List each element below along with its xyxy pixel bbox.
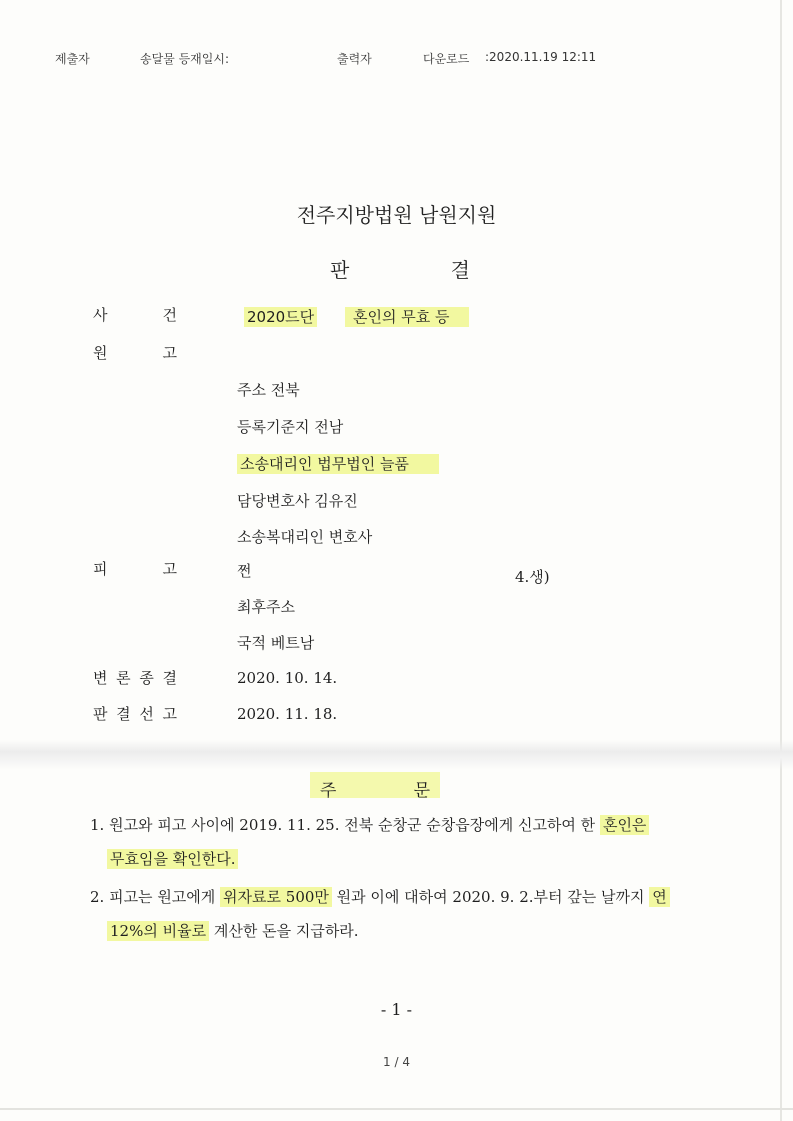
case-number: 2020드단 bbox=[244, 306, 317, 327]
page-footer: 1 / 4 bbox=[383, 1055, 410, 1069]
page-edge-bottom bbox=[0, 1108, 793, 1110]
sentence-date: 2020. 11. 18. bbox=[237, 705, 338, 723]
closing-label: 변 론 종 결 bbox=[93, 669, 177, 687]
plaintiff-lawyer: 담당변호사 김유진 bbox=[237, 492, 358, 510]
document-title bbox=[330, 254, 470, 283]
defendant-last-address: 최후주소 bbox=[237, 598, 295, 616]
page-edge-right bbox=[780, 0, 782, 1121]
page-number: - 1 - bbox=[380, 1000, 413, 1019]
case-label: 사 건 bbox=[93, 306, 177, 324]
ruling-item-1: 1. 원고와 피고 사이에 2019. 11. 25. 전북 순창군 순창읍장에게 신고하여 한 혼인은 무효임을 확인한다. bbox=[90, 808, 690, 876]
sentence-label: 판 결 선 고 bbox=[93, 705, 177, 723]
defendant-name: 쩐 bbox=[237, 562, 252, 580]
plaintiff-counsel: 소송대리인 법무법인 늘품 bbox=[237, 453, 439, 474]
closing-date: 2020. 10. 14. bbox=[237, 669, 338, 687]
header-submitter: 제출자 bbox=[55, 52, 90, 66]
defendant-birth: 4.생) bbox=[515, 568, 550, 586]
plaintiff-registry: 등록기준지 전남 bbox=[237, 418, 344, 436]
plaintiff-address: 주소 전북 bbox=[237, 381, 300, 399]
scan-fold-band bbox=[0, 740, 793, 770]
title-char: 결 bbox=[450, 258, 470, 282]
court-name: 전주지방법원 남원지원 bbox=[296, 203, 497, 227]
title-char: 판 bbox=[330, 258, 350, 282]
ruling-item-2: 2. 피고는 원고에게 위자료로 500만 원과 이에 대하여 2020. 9. 2.부터 갚는 날까지 연 12%의 비율로 계산한 돈을 지급하라. bbox=[90, 880, 690, 948]
plaintiff-label: 원 고 bbox=[93, 344, 177, 362]
header-delivered-label: 송달물 등재일시: bbox=[140, 52, 230, 66]
defendant-nationality: 국적 베트남 bbox=[237, 634, 315, 652]
header-download-label: 다운로드 bbox=[423, 52, 470, 66]
header-printer-label: 출력자 bbox=[337, 52, 372, 66]
case-name: 혼인의 무효 등 bbox=[345, 306, 469, 327]
plaintiff-sub-counsel: 소송복대리인 변호사 bbox=[237, 528, 373, 546]
header-download-time: :2020.11.19 12:11 bbox=[485, 50, 597, 64]
ruling-title: 주 문 bbox=[320, 781, 430, 801]
defendant-label: 피 고 bbox=[93, 560, 177, 578]
